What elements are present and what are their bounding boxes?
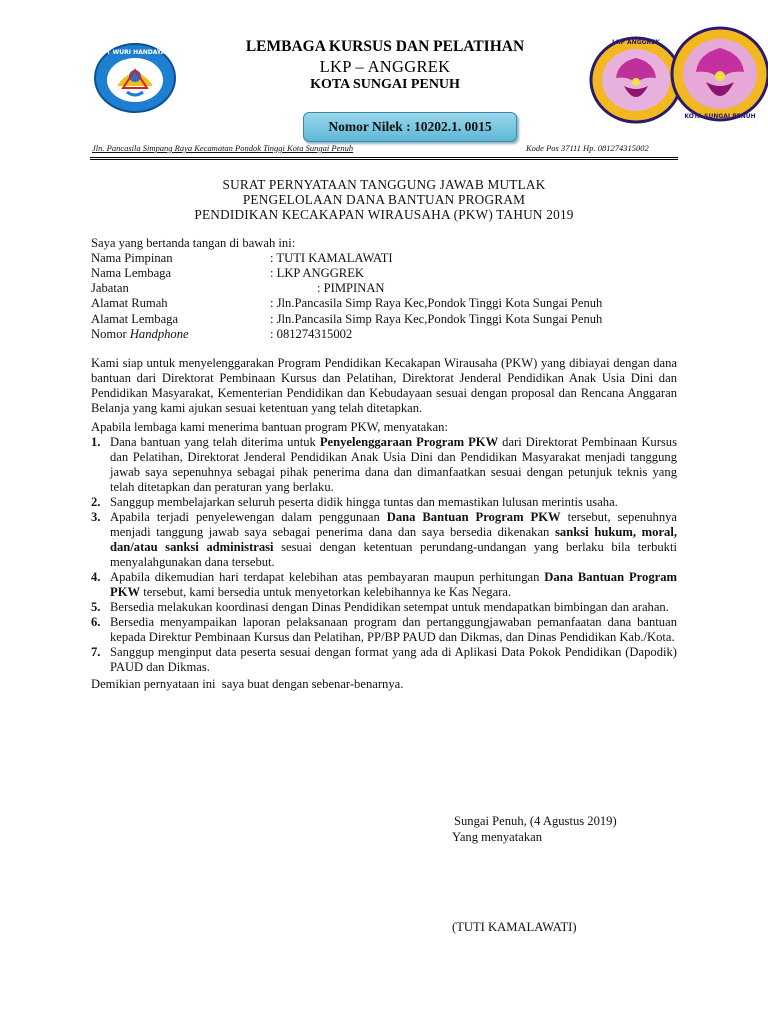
- paragraph-commitment-text: Kami siap untuk menyelenggarakan Program Pendidikan Kecakapan Wirausaha (PKW) yang dibiayai dengan dana bantuan dari Direktorat Pembinaan Kursus dan Pelatihan, Direktorat Jenderal Pendidikan Anak Usia Dini dan Pendidikan Masyarakat, Kementerian Pendidikan dan Kebudayaan sesuai dengan proposal dan Rencana Anggaran Belanja yang kami ajukan sesuai ketentuan yang telah ditetapkan.: [91, 356, 677, 415]
- field-value-jabatan: : PIMPINAN: [317, 281, 385, 295]
- list-item: 2. Sanggup membelajarkan seluruh peserta didik hingga tuntas dan memastikan lulusan merintis usaha.: [91, 495, 618, 509]
- closing-statement: Demikian pernyataan ini saya buat dengan sebenar-benarnya.: [91, 677, 404, 691]
- address-left: Jln. Pancasila Simpang Raya Kecamatan Pondok Tinggi Kota Sungai Penuh: [92, 143, 354, 153]
- field-label-jabatan: Jabatan: [91, 281, 129, 295]
- field-label-alamat-lembaga: Alamat Lembaga: [91, 312, 179, 326]
- svg-text:TUT WURI HANDAYANI: TUT WURI HANDAYANI: [97, 49, 173, 56]
- field-label-nama-pimpinan: Nama Pimpinan: [91, 251, 173, 265]
- list-item: 7. Sanggup menginput data peserta sesuai dengan format yang ada di Aplikasi Data Pokok Pendidikan (Dapodik) PAUD dan Dikmas.: [91, 645, 677, 674]
- list-intro: Apabila lembaga kami menerima bantuan program PKW, menyatakan:: [91, 420, 448, 434]
- field-label-nomor-handphone: [91, 327, 189, 342]
- svg-text:LKP ANGGREK: LKP ANGGREK: [612, 39, 660, 46]
- field-label-nama-lembaga: Nama Lembaga: [91, 266, 172, 280]
- signature-name: (TUTI KAMALAWATI): [452, 920, 577, 934]
- signature-role: Yang menyatakan: [452, 830, 543, 844]
- field-value-nomor-handphone: : 081274315002: [270, 327, 353, 341]
- field-value-nama-lembaga: : LKP ANGGREK: [270, 266, 364, 280]
- signature-place-date: Sungai Penuh, (4 Agustus 2019): [454, 814, 617, 828]
- statement-section: [91, 420, 677, 692]
- field-label-alamat-rumah: Alamat Rumah: [91, 296, 168, 310]
- list-item: 4. Apabila dikemudian hari terdapat kelebihan atas pembayaran maupun perhitungan Dana Bantuan Program PKW tersebut, kami bersedia untuk menyetorkan kelebihannya ke Kas Negara.: [91, 570, 678, 599]
- header-rule-bottom: [90, 159, 678, 160]
- svg-text:KOTA SUNGAI PENUH: KOTA SUNGAI PENUH: [684, 113, 756, 120]
- list-item: 1. Dana bantuan yang telah diterima untuk Penyelenggaraan Program PKW dari Direktorat Pembinaan Kursus dan Pelatihan, Direktorat Jenderal Pendidikan Anak Usia Dini dan Pendidikan Masyarakat menjadi tanggung jawab saya sepenuhnya sebagai pihak penerima dana dan dimanfaatkan sesuai dengan petunjuk teknis yang telah ditetapkan dan peraturan yang berlaku.: [91, 435, 678, 494]
- list-item: 6. Bersedia menyampaikan laporan pelaksanaan program dan pertanggungjawaban pemanfaatan dana bantuan kepada Direktur Pembinaan Kursus dan Pelatihan, PP/BP PAUD dan Dikmas, dan Dinas Pendidikan Kab./Kota.: [91, 615, 677, 644]
- org-name-line1: LEMBAGA KURSUS DAN PELATIHAN: [245, 38, 525, 55]
- statement-list: [91, 435, 677, 675]
- header-rule-top: [90, 157, 678, 158]
- list-item: 5. Bersedia melakukan koordinasi dengan Dinas Pendidikan setempat untuk mendapatkan bimbingan dan arahan.: [91, 600, 669, 614]
- paragraph-commitment: [91, 356, 677, 416]
- doc-title-line3: PENDIDIKAN KECAKAPAN WIRAUSAHA (PKW) TAHUN 2019: [194, 207, 574, 222]
- list-item: 3. Apabila terjadi penyelewengan dalam penggunaan Dana Bantuan Program PKW tersebut, sepenuhnya menjadi tanggung jawab saya sebagai penerima dana dan saya bersedia dikenakan sanksi hukum, moral, dan/atau sanksi administrasi sesuai dengan ketentuan perundang-undangan yang berlaku bila terbukti menyalahgunakan dana tersebut.: [91, 510, 678, 569]
- tut-wuri-handayani-logo: [93, 42, 177, 114]
- doc-title-line2: PENGELOLAAN DANA BANTUAN PROGRAM: [242, 192, 526, 207]
- intro-text: Saya yang bertanda tangan di bawah ini:: [91, 236, 296, 250]
- field-label-italic: Handphone: [129, 327, 189, 341]
- field-value-nama-pimpinan: : TUTI KAMALAWATI: [270, 251, 393, 265]
- field-value-alamat-rumah: : Jln.Pancasila Simp Raya Kec,Pondok Tinggi Kota Sungai Penuh: [270, 296, 603, 310]
- org-name-line2: LKP – ANGGREK: [319, 57, 451, 76]
- address-right: Kode Pos 37111 Hp. 081274315002: [526, 143, 649, 153]
- lkp-anggrek-logo: [588, 22, 768, 134]
- org-city: KOTA SUNGAI PENUH: [310, 77, 460, 92]
- doc-title-line1: SURAT PERNYATAAN TANGGUNG JAWAB MUTLAK: [222, 177, 546, 192]
- field-value-alamat-lembaga: : Jln.Pancasila Simp Raya Kec,Pondok Tinggi Kota Sungai Penuh: [270, 312, 603, 326]
- nilek-badge: Nomor Nilek : 10202.1. 0015: [303, 112, 517, 142]
- field-label-prefix: Nomor: [91, 327, 130, 341]
